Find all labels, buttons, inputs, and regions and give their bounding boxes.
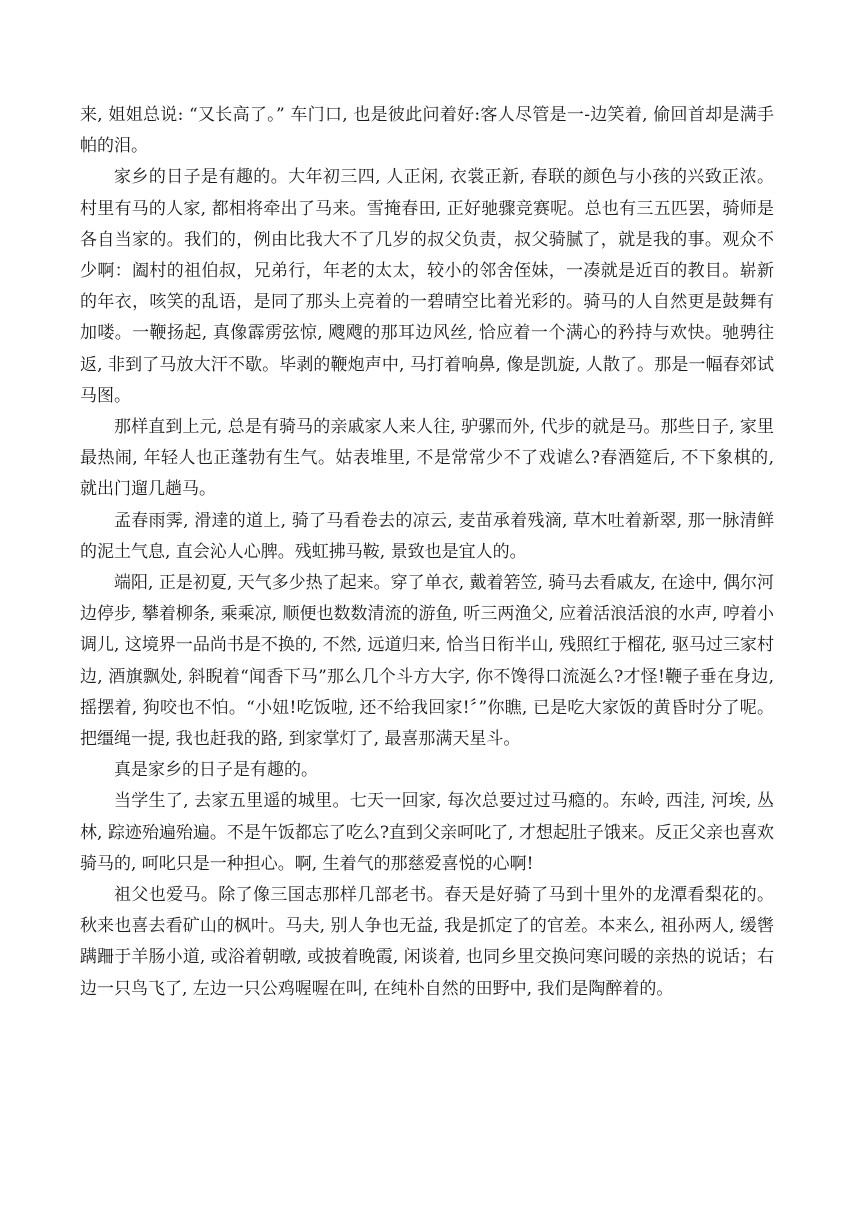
paragraph-7: 当学生了, 去家五里遥的城里。七天一回家, 每次总要过过马瘾的。东岭, 西洼, 河埃, 丛林, 踪迹殆遍殆遍。不是午饭都忘了吃么?直到父亲呵叱了, 才想起肚子饿来。反正父亲也喜欢骑马的, 呵叱只是一种担心。啊, 生着气的那慈爱喜悦的心啊!	[80, 791, 774, 874]
essay-body	[80, 100, 774, 1005]
paragraph-5: 端阳, 正是初夏, 天气多少热了起来。穿了单衣, 戴着箬笠, 骑马去看戚友, 在途中, 偶尔河边停步, 攀着柳条, 乘乘凉, 顺便也数数清流的游鱼, 听三两渔父, 应着活浪活浪的水声, 哼着小调儿, 这境界一品尚书是不换的, 不然, 远道归来, 恰当日衔半山, 残照红于榴花, 驱马过三家村边, 酒旗飘处, 斜睨着“闻香下马”那么几个斗方大字, 你不馋得口流涎么?才怪!鞭子垂在身边, 摇摆着, 狗咬也不怕。“小妞!吃饭啦, 还不给我回家!〞”你瞧, 已是吃大家饭的黄昏时分了呢。把缰绳一提, 我也赶我的路, 到家掌灯了, 最喜那满天星斗。	[80, 573, 774, 750]
paragraph-6: 真是家乡的日子是有趣的。	[114, 760, 318, 781]
paragraph-3: 那样直到上元, 总是有骑马的亲戚家人来人往, 驴骡而外, 代步的就是马。那些日子, 家里最热闹, 年轻人也正蓬勃有生气。姑表堆里, 不是常常少不了戏谑么?春酒筵后, 不下象棋的, 就出门遛几趟马。	[80, 417, 774, 500]
paragraph-8: 祖父也爱马。除了像三国志那样几部老书。春天是好骑了马到十里外的龙潭看梨花的。秋来也喜去看矿山的枫叶。马夫, 别人争也无益, 我是抓定了的官差。本来么, 祖孙两人, 缓辔蹒跚于羊肠小道, 或浴着朝暾, 或披着晚霞, 闲谈着, 也同乡里交换问寒问暖的亲热的说话；右边一只鸟飞了, 左边一只公鸡喔喔在叫, 在纯朴自然的田野中, 我们是陶醉着的。	[80, 885, 774, 999]
paragraph-2: 家乡的日子是有趣的。大年初三四, 人正闲, 衣裳正新, 春联的颜色与小孩的兴致正浓。村里有马的人家, 都相将牵出了马来。雪掩春田, 正好驰骤竞赛呢。总也有三五匹罢，骑师是各自当家的。我们的，例由比我大不了几岁的叔父负责，叔父骑腻了，就是我的事。观众不少啊：阖村的祖伯叔，兄弟行，年老的太太，较小的邻舍侄妹，一凑就是近百的教目。崭新的年衣，咳笑的乱语，是同了那头上亮着的一碧晴空比着光彩的。骑马的人自然更是鼓舞有加喽。一鞭扬起, 真像霹雳弦惊, 飕飕的那耳边风丝, 恰应着一个满心的矜持与欢快。驰骋往返, 非到了马放大汗不歇。毕剥的鞭炮声中, 马打着响鼻, 像是凯旋, 人散了。那是一幅春郊试马图。	[80, 167, 774, 406]
paragraph-4: 孟春雨霁, 滑達的道上, 骑了马看卷去的凉云, 麦苗承着残滴, 草木吐着新翠, 那一脉清鲜的泥土气息, 直会沁人心脾。残虹拂马鞍, 景致也是宜人的。	[80, 510, 774, 562]
paragraph-1: 来, 姐姐总说: “又长高了。” 车门口, 也是彼此问着好:客人尽管是一-边笑着, 偷回首却是满手帕的泪。	[80, 105, 774, 157]
